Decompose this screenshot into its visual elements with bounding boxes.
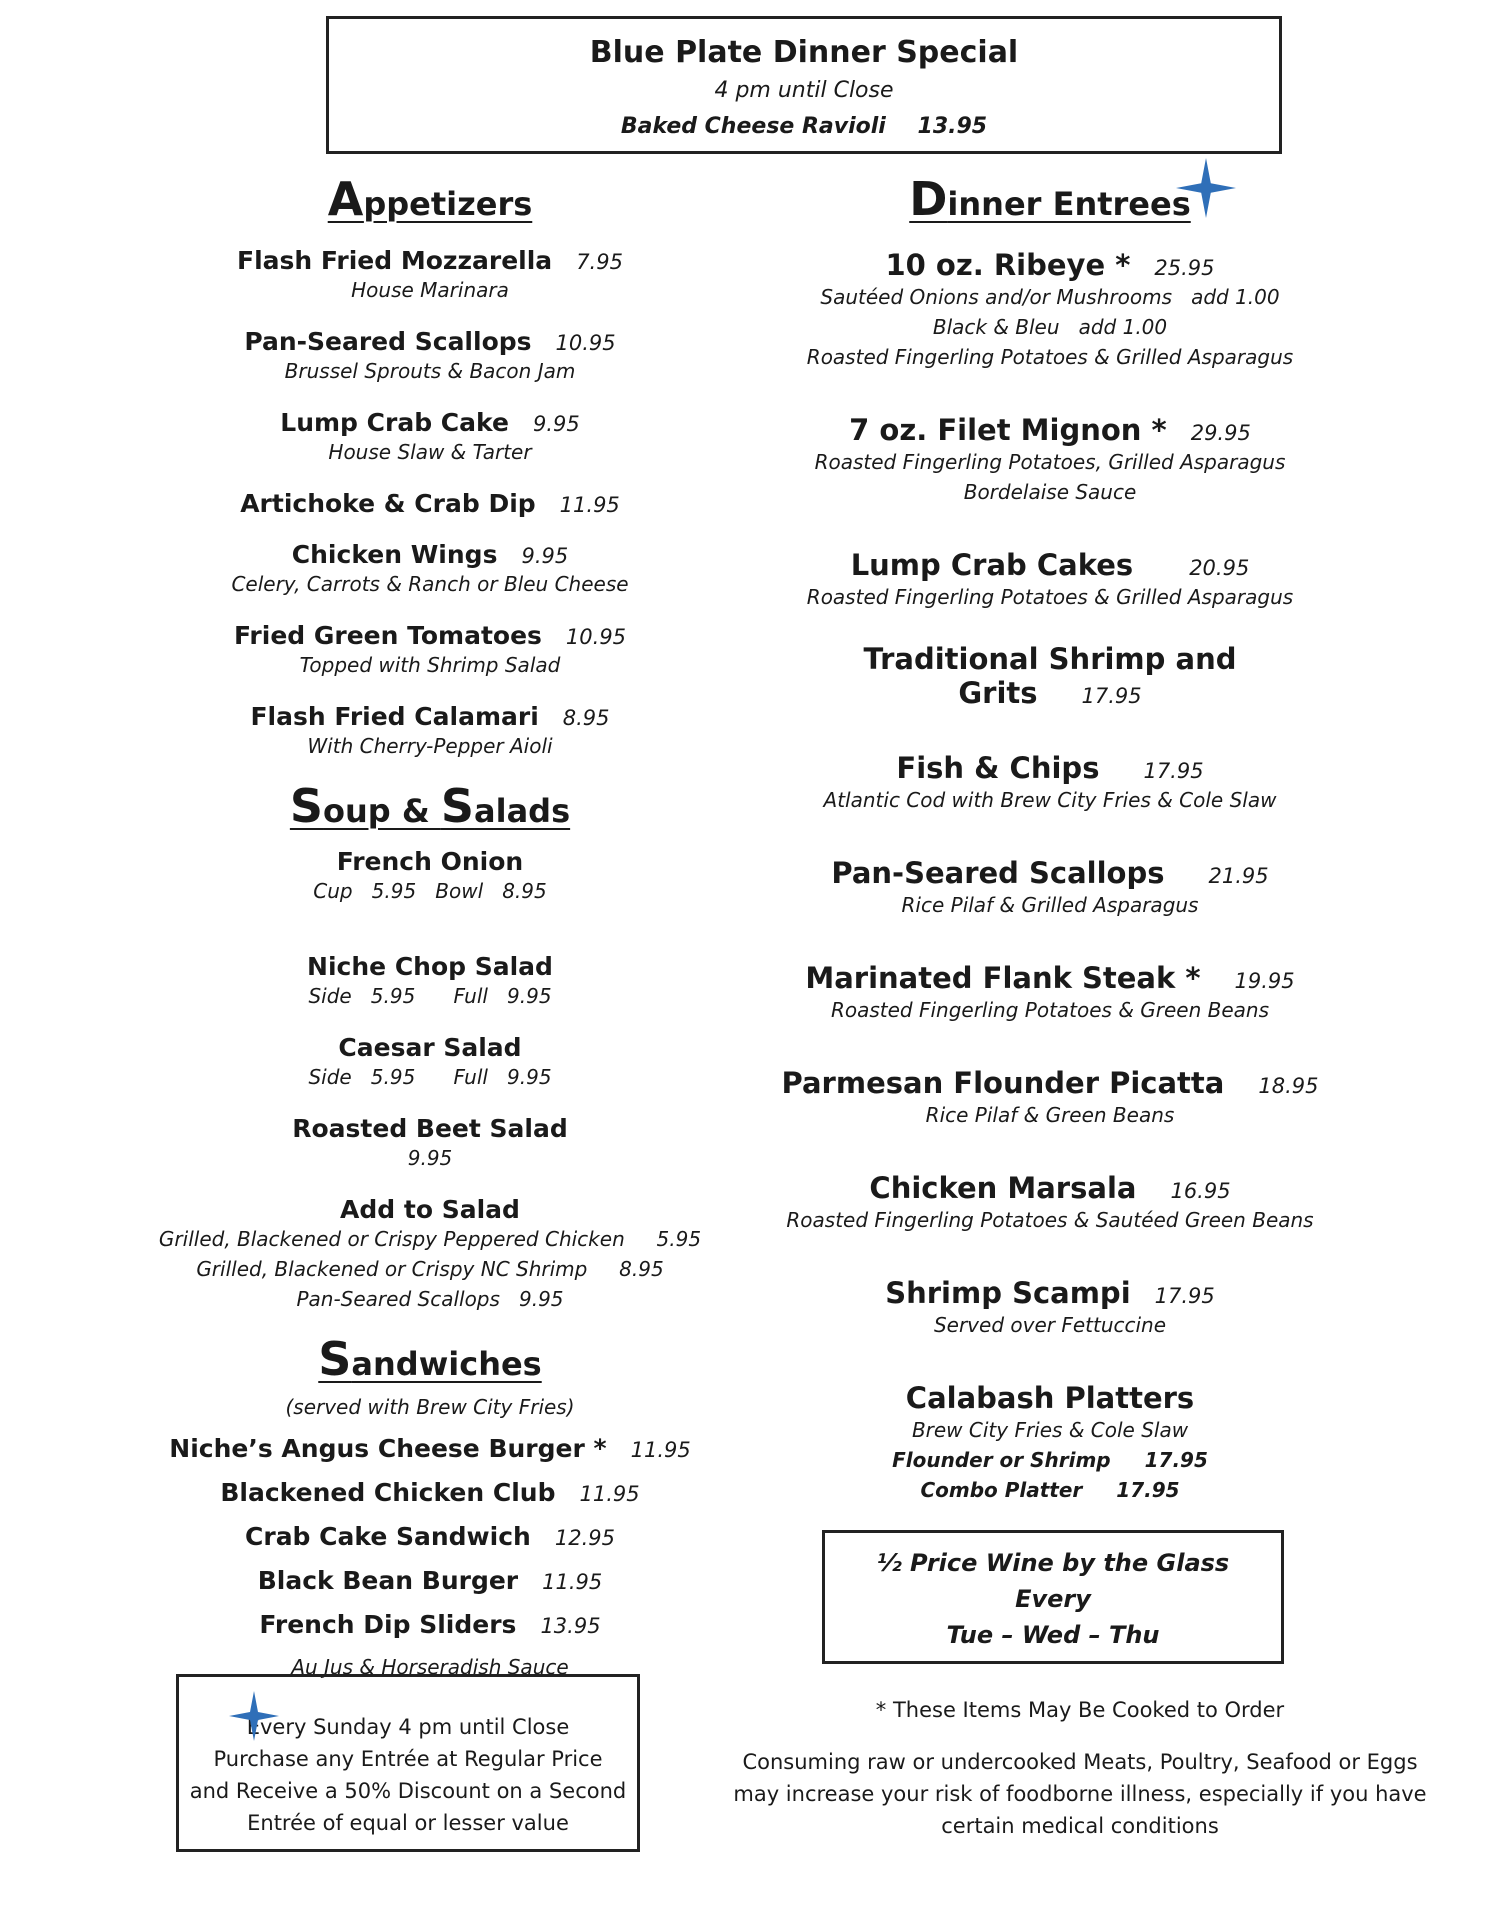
consumer-warning: Consuming raw or undercooked Meats, Poultry, Seafood or Eggs may increase your risk of foodborne illness, especially if you have certain medical conditions <box>733 1750 1427 1838</box>
entree-item: Chicken Marsala 16.95 Roasted Fingerling Potatoes & Sautéed Green Beans <box>786 1171 1314 1232</box>
entree-item: Lump Crab Cakes 20.95 Roasted Fingerling Potatoes & Grilled Asparagus <box>806 548 1294 609</box>
sunday-special-box <box>176 1674 640 1852</box>
special-hours: 4 pm until Close <box>714 78 894 103</box>
blue-plate-special-box <box>326 16 1282 154</box>
entree-item: 7 oz. Filet Mignon * 29.95 Roasted Fingerling Potatoes, Grilled Asparagus Bordelaise Sauce <box>814 413 1286 504</box>
salad-beet: Roasted Beet Salad 9.95 <box>292 1114 568 1170</box>
sunday-line: and Receive a 50% Discount on a Second <box>189 1779 627 1803</box>
sandwiches-heading: Sandwiches <box>318 1332 542 1386</box>
sandwich-item: Niche’s Angus Cheese Burger * 11.95 <box>169 1434 691 1463</box>
sandwiches-subtitle: (served with Brew City Fries) <box>285 1395 575 1419</box>
entree-item: Traditional Shrimp and Grits 17.95 <box>863 642 1237 710</box>
appetizer-item: Pan-Seared Scallops 10.95 Brussel Sprouts & Bacon Jam <box>244 327 616 383</box>
add-to-salad: Add to Salad Grilled, Blackened or Crispy Peppered Chicken 5.95 Grilled, Blackened or Crispy NC Shrimp 8.95 Pan-Seared Scallops 9.95 <box>158 1195 702 1311</box>
entree-item: Shrimp Scampi 17.95 Served over Fettuccine <box>885 1276 1215 1337</box>
dinner-entrees-heading: Dinner Entrees <box>909 172 1191 226</box>
special-price: 13.95 <box>917 114 988 139</box>
appetizer-item: Flash Fried Calamari 8.95 With Cherry-Pepper Aioli <box>250 702 610 758</box>
calabash-platters: Calabash Platters Brew City Fries & Cole Slaw Flounder or Shrimp 17.95 Combo Platter 17.95 <box>892 1381 1208 1502</box>
wine-line: Tue – Wed – Thu <box>946 1621 1160 1649</box>
appetizer-item: Fried Green Tomatoes 10.95 Topped with Shrimp Salad <box>233 621 627 677</box>
soup-salads-heading: Soup & Salads <box>289 779 571 833</box>
sunday-line: Every Sunday 4 pm until Close <box>246 1715 570 1739</box>
entree-item: Pan-Seared Scallops 21.95 Rice Pilaf & Grilled Asparagus <box>831 856 1269 917</box>
wine-line: ½ Price Wine by the Glass <box>876 1549 1230 1577</box>
soup-french-onion: French Onion Cup 5.95 Bowl 8.95 <box>313 847 547 903</box>
special-title: Blue Plate Dinner Special <box>589 35 1019 70</box>
sandwich-item: French Dip Sliders 13.95 <box>259 1610 601 1639</box>
sunday-line: Entrée of equal or lesser value <box>247 1811 569 1835</box>
entree-item: Parmesan Flounder Picatta 18.95 Rice Pilaf & Green Beans <box>781 1066 1319 1127</box>
sandwiches-footer: Au Jus & Horseradish Sauce <box>291 1655 569 1679</box>
left-column <box>150 172 710 1682</box>
appetizer-item: Artichoke & Crab Dip 11.95 <box>240 489 620 518</box>
appetizer-item: Lump Crab Cake 9.95 House Slaw & Tarter <box>280 408 580 464</box>
wine-line: Every <box>1015 1585 1091 1613</box>
special-item-line <box>329 109 1279 145</box>
appetizer-item: Chicken Wings 9.95 Celery, Carrots & Ranch or Bleu Cheese <box>231 540 629 596</box>
cooked-to-order-note: * These Items May Be Cooked to Order <box>875 1698 1285 1722</box>
salad-caesar: Caesar Salad Side 5.95 Full 9.95 <box>308 1033 552 1089</box>
sandwich-item: Blackened Chicken Club 11.95 <box>220 1478 640 1507</box>
entree-item: 10 oz. Ribeye * 25.95 Sautéed Onions and/or Mushrooms add 1.00 Black & Bleu add 1.00 Roasted Fingerling Potatoes & Grilled Asparagus <box>806 248 1294 369</box>
special-item: Baked Cheese Ravioli <box>620 114 886 139</box>
appetizers-heading: Appetizers <box>327 172 533 226</box>
sandwich-item: Crab Cake Sandwich 12.95 <box>245 1522 615 1551</box>
wine-special-box <box>822 1530 1284 1664</box>
sandwich-item: Black Bean Burger 11.95 <box>257 1566 603 1595</box>
sunday-line: Purchase any Entrée at Regular Price <box>213 1747 603 1771</box>
entree-item: Marinated Flank Steak * 19.95 Roasted Fingerling Potatoes & Green Beans <box>805 961 1295 1022</box>
right-column <box>770 172 1330 1546</box>
entree-item: Fish & Chips 17.95 Atlantic Cod with Brew City Fries & Cole Slaw <box>823 751 1277 812</box>
appetizer-item: Flash Fried Mozzarella 7.95 House Marinara <box>237 246 623 302</box>
salad-chop: Niche Chop Salad Side 5.95 Full 9.95 <box>307 952 553 1008</box>
